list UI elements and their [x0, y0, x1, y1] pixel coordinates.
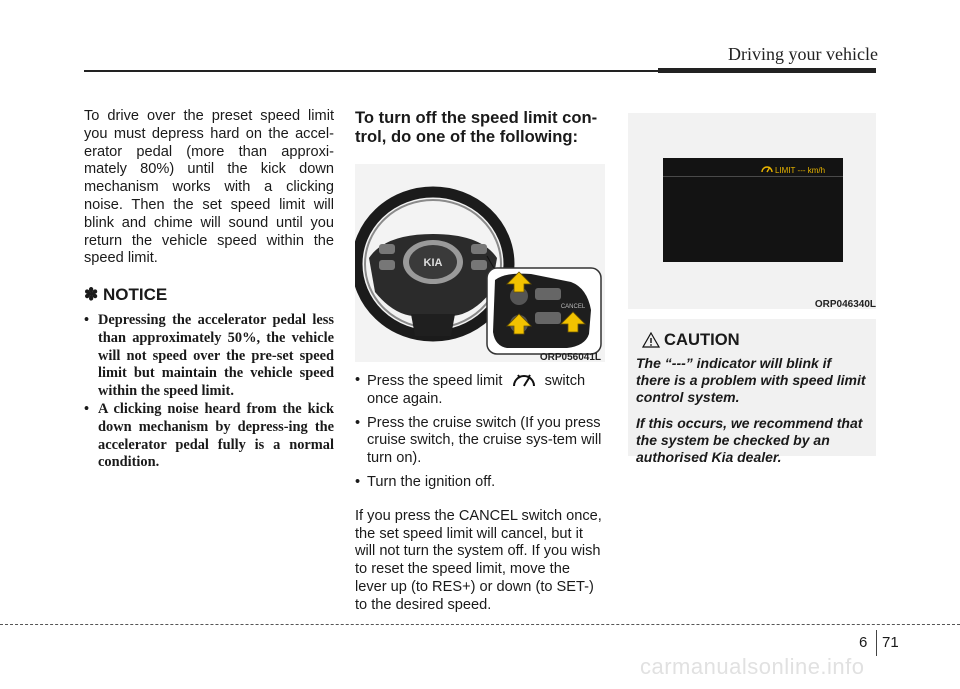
notice-item: • A clicking noise heard from the kick down mechanism by depress-ing the accelerator pedal fully is a normal condition.: [84, 401, 334, 472]
cancel-paragraph: If you press the CANCEL switch once, the set speed limit will cancel, but it will not turn the system off. If you wish to reset the speed limit, move the lever up (to RES+) or down (to SET-) to the desired speed.: [355, 507, 602, 613]
page-number: 71: [882, 634, 899, 651]
turn-off-steps: [355, 372, 605, 492]
list-item: • Press the cruise switch (If you press cruise switch, the cruise sys-tem will turn on).: [355, 415, 605, 468]
notice-title: ✽ NOTICE: [84, 285, 168, 305]
cluster-display-figure: [628, 113, 876, 309]
steering-wheel-illustration: [355, 164, 605, 362]
steering-wheel-figure: [355, 164, 605, 362]
footer-rule: [0, 624, 960, 625]
figure-label: ORP056041L: [539, 352, 601, 363]
section-number: 6: [859, 634, 868, 651]
caution-box: [628, 319, 876, 466]
watermark: carmanualsonline.info: [640, 654, 865, 679]
step-text: Press the speed limit: [367, 373, 503, 389]
page-divider: [876, 630, 877, 656]
header-rule-accent: [658, 68, 876, 73]
speed-limit-icon: [511, 372, 537, 388]
figure-label: ORP046340L: [814, 299, 876, 310]
cancel-label: CANCEL: [560, 304, 586, 310]
caution-title: CAUTION: [664, 330, 740, 349]
caution-paragraph: If this occurs, we recommend that the system be checked by an authorised Kia dealer.: [636, 414, 863, 466]
notice-list: [84, 312, 334, 472]
screen-divider: [663, 176, 843, 177]
kia-logo-text: KIA: [423, 257, 443, 269]
column-left: [84, 108, 334, 472]
kickdown-paragraph: To drive over the preset speed limit you must depress hard on the accel-erator pedal (more than approxi-mately 80%) until the kick down mechanism works with a clicking noise. Then the set speed limit will blink and chime will sound until you return the vehicle speed within the speed limit.: [84, 108, 334, 267]
list-item: • Turn the ignition off.: [355, 474, 605, 492]
notice-item: • Depressing the accelerator pedal less than approximately 50%, the vehicle will not speed over the pre-set speed limit but maintain the vehicle speed within the speed limit.: [84, 312, 334, 401]
column-right: [628, 113, 876, 466]
caution-paragraph: The “---” indicator will blink if there is a problem with speed limit control system.: [636, 355, 866, 406]
list-item: [355, 372, 605, 409]
cluster-screen: [663, 158, 843, 262]
section-heading: To turn off the speed limit con-trol, do one of the following:: [355, 108, 598, 146]
header-title: Driving your vehicle: [728, 44, 878, 64]
caution-text: [636, 355, 866, 474]
step-text: switch once again.: [367, 373, 586, 407]
speed-limit-icon: [761, 163, 773, 173]
display-limit-text: LIMIT --- km/h: [775, 166, 826, 175]
warning-triangle-icon: [642, 332, 660, 348]
column-middle: [355, 108, 605, 615]
